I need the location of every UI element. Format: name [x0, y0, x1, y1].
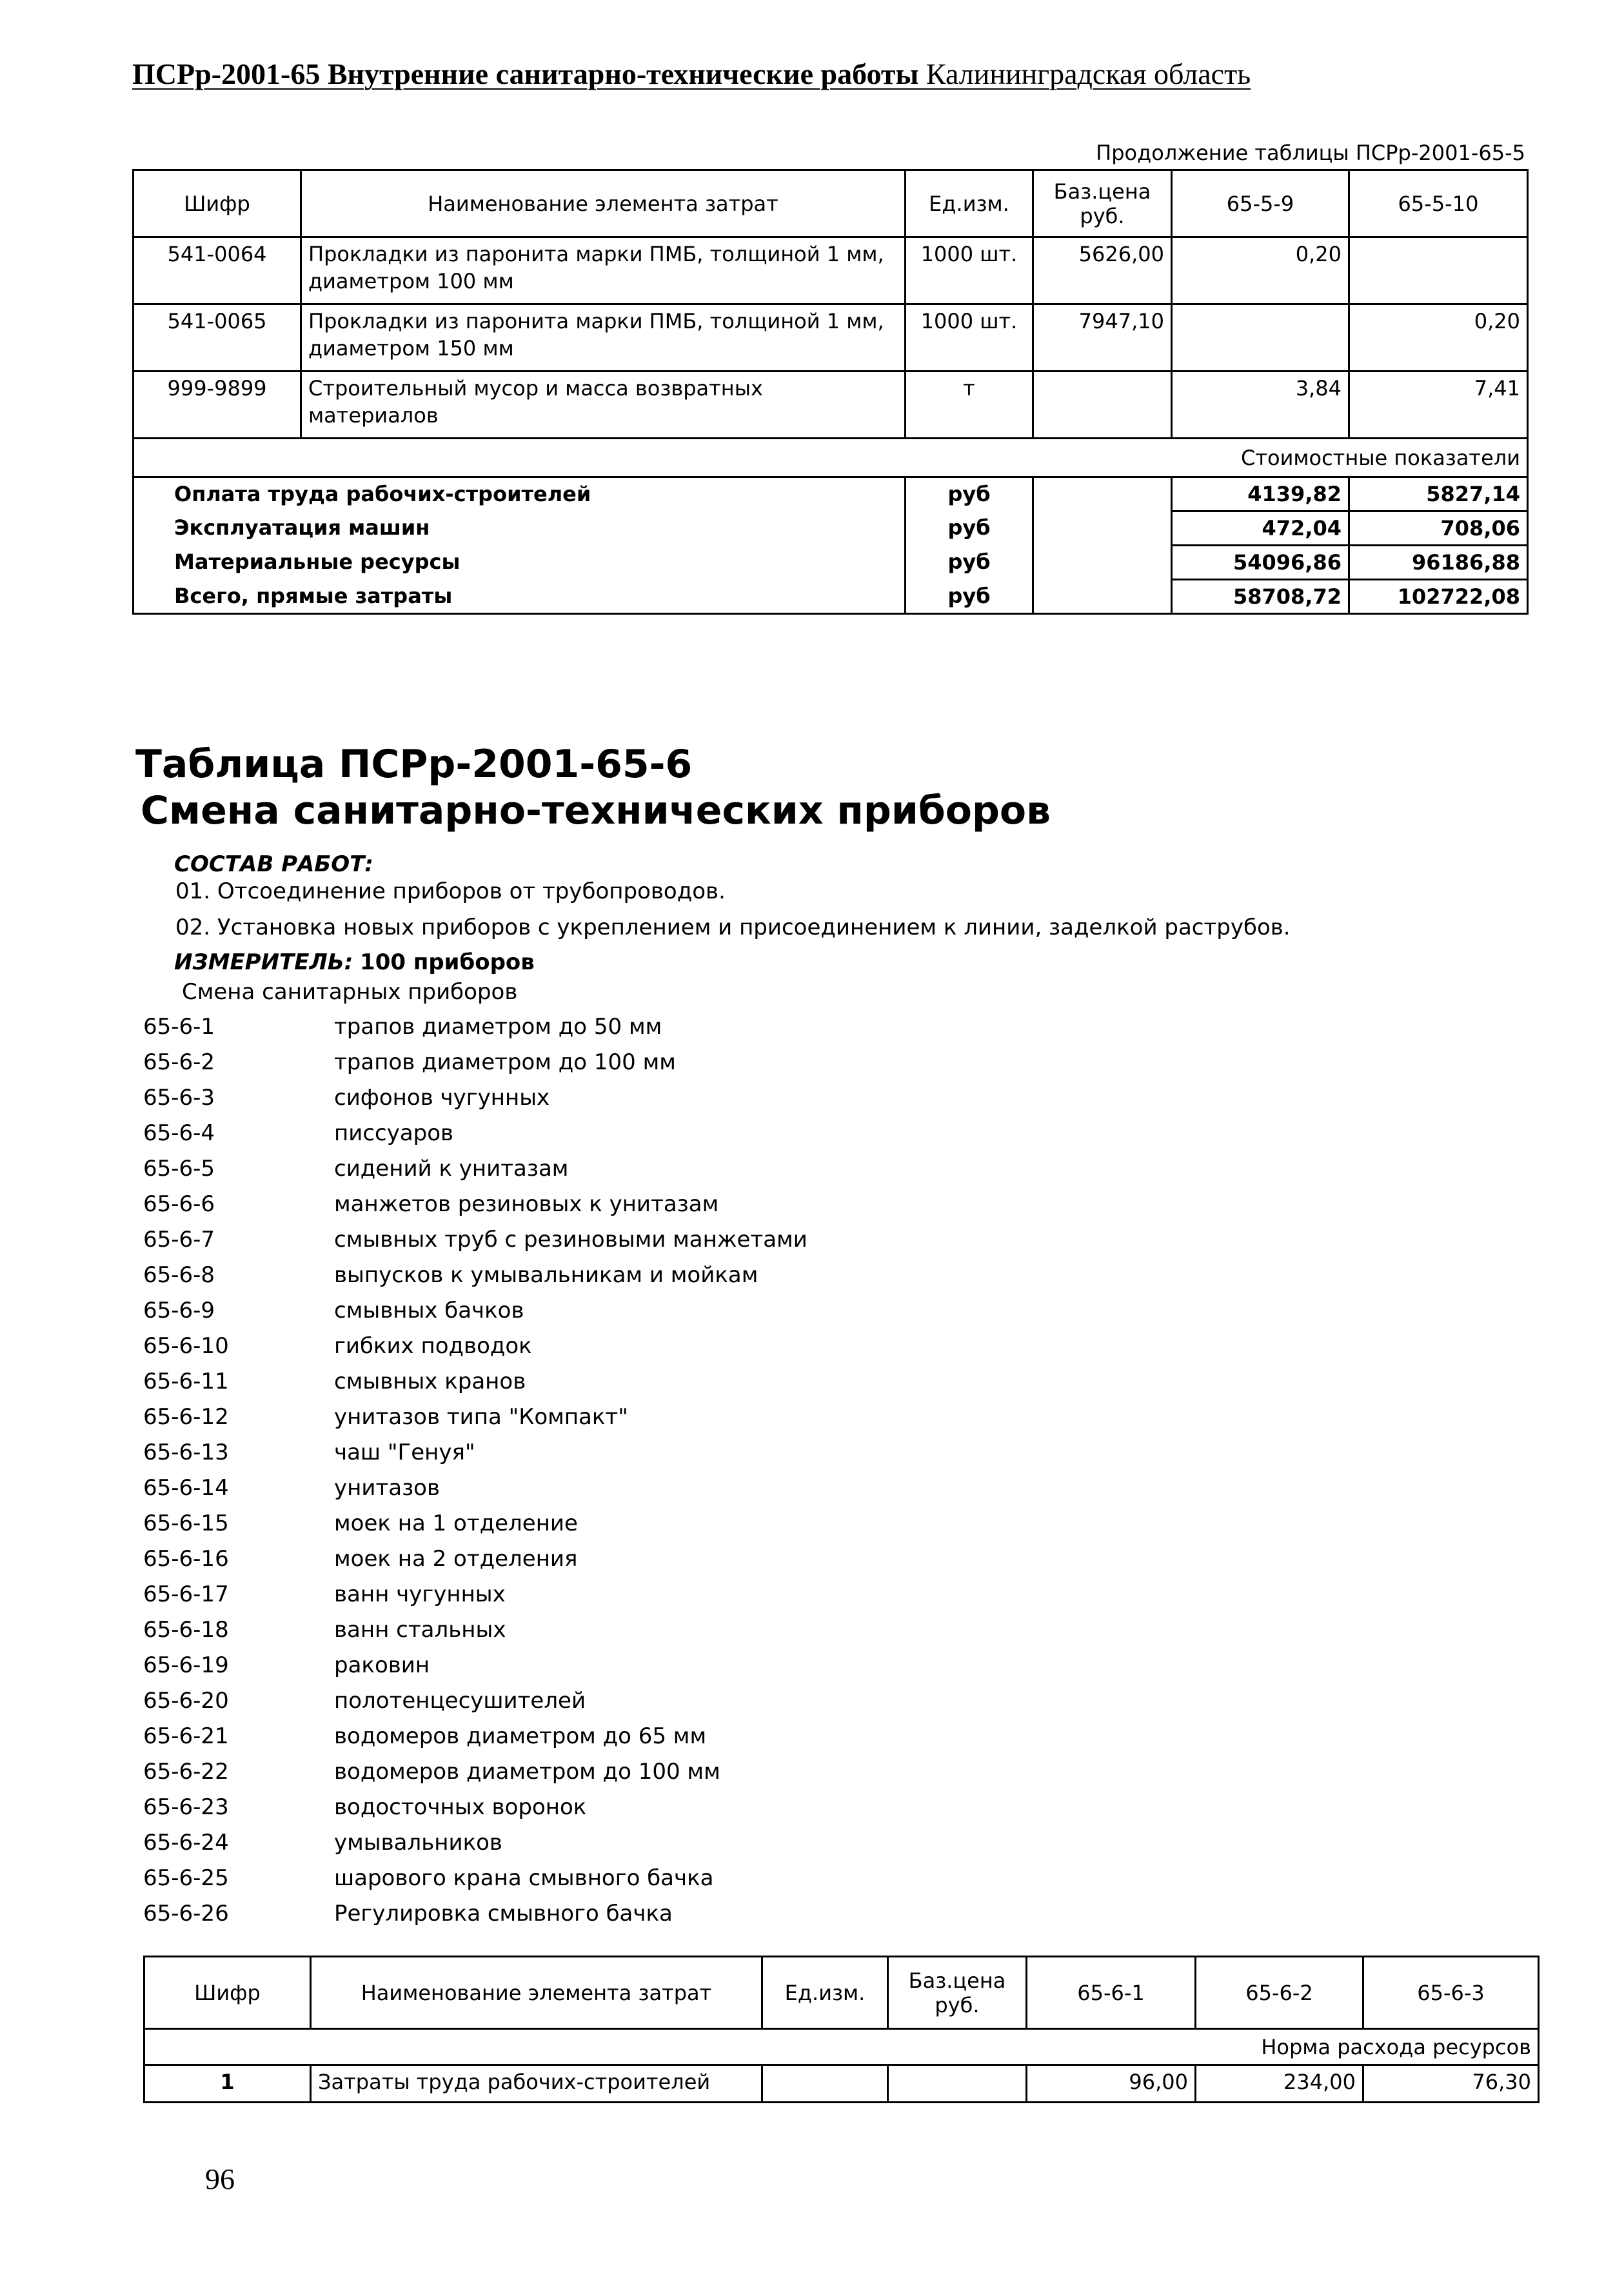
work-composition-label: СОСТАВ РАБОТ: [174, 851, 373, 877]
measure-label: ИЗМЕРИТЕЛЬ: [174, 949, 353, 975]
table-row [144, 2065, 1539, 2103]
item-code: 65-6-16 [143, 1546, 229, 1572]
col-header-65-5-9: 65-5-9 [1172, 170, 1349, 237]
item-name: водосточных воронок [334, 1794, 587, 1820]
col-header-unit: Ед.изм. [906, 170, 1033, 237]
measure-value: 100 приборов [360, 949, 535, 975]
summary-value-1: 472,04 [1172, 511, 1349, 546]
item-name: сифонов чугунных [334, 1085, 550, 1111]
table-header-row [144, 1957, 1539, 2029]
item-code: 65-6-15 [143, 1510, 229, 1536]
row-code: 999-9899 [134, 371, 301, 439]
item-name: трапов диаметром до 50 мм [334, 1014, 662, 1040]
col-header-65-6-1: 65-6-1 [1027, 1957, 1196, 2029]
item-name: моек на 2 отделения [334, 1546, 578, 1572]
summary-value-2: 102722,08 [1349, 580, 1528, 614]
summary-name: Всего, прямые затраты [134, 580, 906, 614]
item-code: 65-6-25 [143, 1865, 229, 1891]
header-region: Калининградская область [926, 57, 1251, 90]
item-code: 65-6-4 [143, 1120, 215, 1146]
row-code: 541-0064 [134, 237, 301, 304]
item-code: 65-6-21 [143, 1723, 229, 1749]
item-code: 65-6-6 [143, 1191, 215, 1217]
page-number: 96 [205, 2163, 235, 2195]
col-header-price: Баз.цена руб. [1033, 170, 1172, 237]
summary-price [1033, 546, 1172, 580]
norm-caption: Норма расхода ресурсов [144, 2029, 1539, 2065]
row-value-2 [1349, 237, 1528, 304]
item-name: трапов диаметром до 100 мм [334, 1049, 676, 1075]
row-value-1: 96,00 [1027, 2065, 1196, 2103]
summary-value-1: 4139,82 [1172, 477, 1349, 511]
summary-value-2: 96186,88 [1349, 546, 1528, 580]
summary-name: Оплата труда рабочих-строителей [134, 477, 906, 511]
item-code: 65-6-22 [143, 1759, 229, 1785]
item-name: смывных кранов [334, 1369, 526, 1394]
page-header [132, 57, 1251, 91]
col-header-name: Наименование элемента затрат [311, 1957, 762, 2029]
col-header-name: Наименование элемента затрат [301, 170, 906, 237]
item-name: унитазов [334, 1475, 441, 1501]
item-code: 65-6-18 [143, 1617, 229, 1643]
row-price [888, 2065, 1027, 2103]
row-name: Прокладки из паронита марки ПМБ, толщиной 1 мм, диаметром 150 мм [301, 304, 906, 371]
summary-price [1033, 580, 1172, 614]
item-name: полотенцесушителей [334, 1688, 586, 1714]
row-value-3: 76,30 [1363, 2065, 1539, 2103]
item-code: 65-6-2 [143, 1049, 215, 1075]
item-name: гибких подводок [334, 1333, 532, 1359]
item-name: выпусков к умывальникам и мойкам [334, 1262, 758, 1288]
item-code: 65-6-11 [143, 1369, 229, 1394]
row-value-1 [1172, 304, 1349, 371]
summary-price [1033, 477, 1172, 511]
row-code: 541-0065 [134, 304, 301, 371]
cost-caption-row [134, 439, 1528, 477]
header-title: ПСРр-2001-65 Внутренние санитарно-технические работы [132, 57, 919, 90]
row-name: Строительный мусор и масса возвратных материалов [301, 371, 906, 439]
row-code: 1 [144, 2065, 311, 2103]
summary-row [134, 477, 1528, 511]
item-code: 65-6-19 [143, 1652, 229, 1678]
summary-row [134, 511, 1528, 546]
summary-value-2: 5827,14 [1349, 477, 1528, 511]
summary-unit: руб [906, 580, 1033, 614]
section-title: Таблица ПСРр-2001-65-6 [135, 742, 693, 787]
table-row [134, 237, 1528, 304]
summary-value-1: 54096,86 [1172, 546, 1349, 580]
table-header-row [134, 170, 1528, 237]
summary-row [134, 546, 1528, 580]
item-name: унитазов типа "Компакт" [334, 1404, 628, 1430]
table-row [134, 371, 1528, 439]
resource-table-65-6 [143, 1956, 1540, 2103]
summary-row [134, 580, 1528, 614]
summary-unit: руб [906, 477, 1033, 511]
col-header-65-6-2: 65-6-2 [1196, 1957, 1363, 2029]
item-code: 65-6-9 [143, 1298, 215, 1323]
summary-name: Материальные ресурсы [134, 546, 906, 580]
row-name: Прокладки из паронита марки ПМБ, толщиной 1 мм, диаметром 100 мм [301, 237, 906, 304]
item-code: 65-6-8 [143, 1262, 215, 1288]
row-name: Затраты труда рабочих-строителей [311, 2065, 762, 2103]
resource-table-65-5 [132, 169, 1529, 615]
item-name: чаш "Генуя" [334, 1440, 475, 1465]
measure-line [174, 949, 535, 975]
item-name: ванн чугунных [334, 1581, 506, 1607]
row-price [1033, 371, 1172, 439]
item-code: 65-6-12 [143, 1404, 229, 1430]
work-item-2: 02. Установка новых приборов с укреплением и присоединением к линии, заделкой раструбов. [175, 915, 1291, 940]
norm-caption-row [144, 2029, 1539, 2065]
item-code: 65-6-23 [143, 1794, 229, 1820]
item-name: смывных бачков [334, 1298, 524, 1323]
item-code: 65-6-3 [143, 1085, 215, 1111]
item-name: раковин [334, 1652, 430, 1678]
section-subtitle: Смена санитарно-технических приборов [141, 788, 1051, 833]
row-price: 5626,00 [1033, 237, 1172, 304]
item-code: 65-6-13 [143, 1440, 229, 1465]
row-unit: 1000 шт. [906, 237, 1033, 304]
col-header-65-6-3: 65-6-3 [1363, 1957, 1539, 2029]
summary-unit: руб [906, 511, 1033, 546]
item-name: водомеров диаметром до 100 мм [334, 1759, 720, 1785]
item-name: сидений к унитазам [334, 1156, 569, 1182]
col-header-unit: Ед.изм. [762, 1957, 888, 2029]
item-code: 65-6-5 [143, 1156, 215, 1182]
summary-unit: руб [906, 546, 1033, 580]
item-name: Регулировка смывного бачка [334, 1901, 673, 1926]
item-code: 65-6-1 [143, 1014, 215, 1040]
item-name: ванн стальных [334, 1617, 506, 1643]
item-name: шарового крана смывного бачка [334, 1865, 714, 1891]
item-code: 65-6-24 [143, 1830, 229, 1856]
work-item-1: 01. Отсоединение приборов от трубопроводов. [175, 878, 726, 904]
cost-caption: Стоимостные показатели [134, 439, 1528, 477]
group-caption: Смена санитарных приборов [182, 979, 518, 1005]
row-value-2: 7,41 [1349, 371, 1528, 439]
summary-value-2: 708,06 [1349, 511, 1528, 546]
item-name: смывных труб с резиновыми манжетами [334, 1227, 807, 1253]
item-code: 65-6-20 [143, 1688, 229, 1714]
row-value-1: 3,84 [1172, 371, 1349, 439]
col-header-code: Шифр [134, 170, 301, 237]
item-code: 65-6-10 [143, 1333, 229, 1359]
item-name: водомеров диаметром до 65 мм [334, 1723, 707, 1749]
row-unit: т [906, 371, 1033, 439]
row-value-2: 234,00 [1196, 2065, 1363, 2103]
row-unit [762, 2065, 888, 2103]
item-name: моек на 1 отделение [334, 1510, 578, 1536]
col-header-price: Баз.цена руб. [888, 1957, 1027, 2029]
item-name: манжетов резиновых к унитазам [334, 1191, 719, 1217]
row-price: 7947,10 [1033, 304, 1172, 371]
item-code: 65-6-7 [143, 1227, 215, 1253]
col-header-code: Шифр [144, 1957, 311, 2029]
summary-name: Эксплуатация машин [134, 511, 906, 546]
summary-price [1033, 511, 1172, 546]
table-continuation-caption: Продолжение таблицы ПСРр-2001-65-5 [1096, 141, 1525, 165]
row-value-1: 0,20 [1172, 237, 1349, 304]
summary-value-1: 58708,72 [1172, 580, 1349, 614]
row-unit: 1000 шт. [906, 304, 1033, 371]
item-code: 65-6-14 [143, 1475, 229, 1501]
item-code: 65-6-26 [143, 1901, 229, 1926]
item-code: 65-6-17 [143, 1581, 229, 1607]
col-header-65-5-10: 65-5-10 [1349, 170, 1528, 237]
row-value-2: 0,20 [1349, 304, 1528, 371]
item-name: умывальников [334, 1830, 502, 1856]
table-row [134, 304, 1528, 371]
item-name: писсуаров [334, 1120, 454, 1146]
